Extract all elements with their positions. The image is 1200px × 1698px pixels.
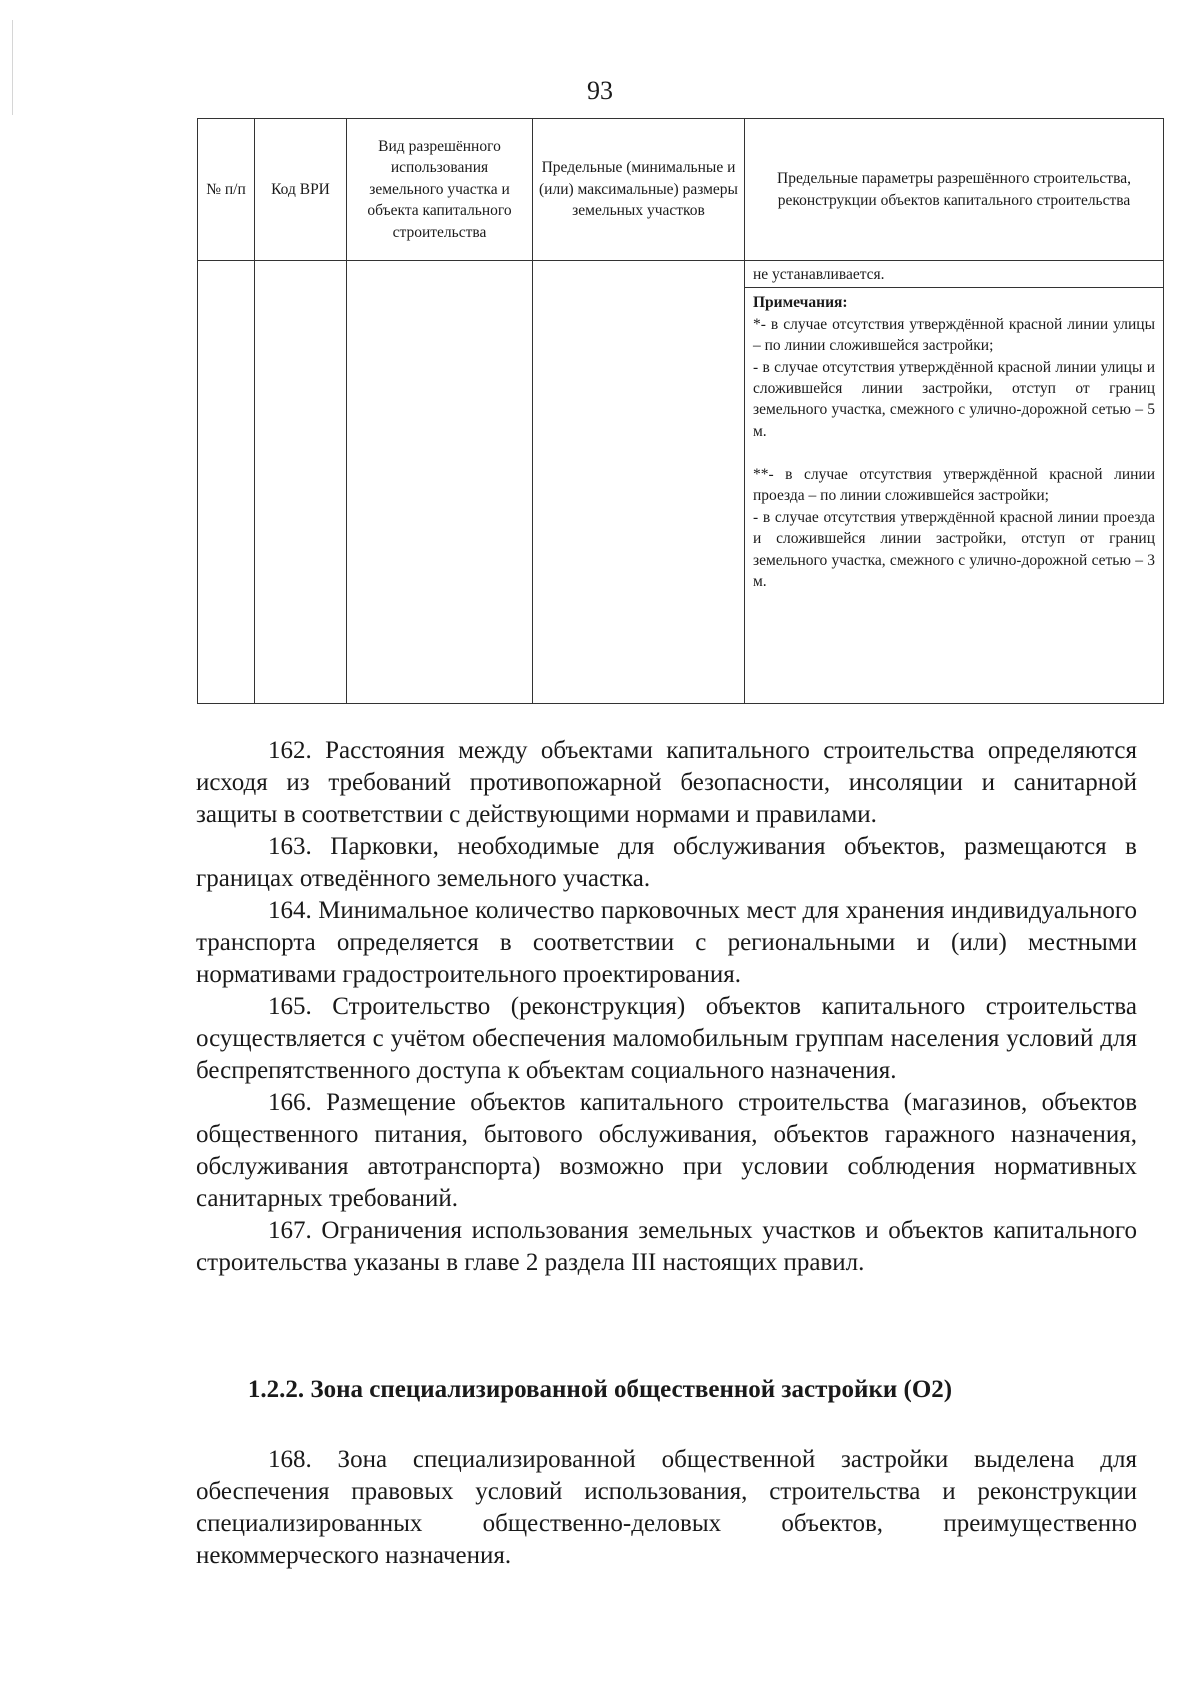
notes-title: Примечания: [753,294,848,312]
cell-vri-code [255,261,347,704]
header-vri-code: Код ВРИ [255,119,347,261]
cell-notes [745,288,1164,704]
note-item: **- в случае отсутствия утверждённой красной линии проезда – по линии сложившейся застройки; [753,466,1155,505]
section-heading: 1.2.2. Зона специализированной общественной застройки (О2) [247,1376,953,1403]
body-text-block [196,735,1137,1279]
cell-top-note: не устанавливается. [745,261,1164,288]
vri-table [197,118,1164,704]
paragraph-163: 163. Парковки, необходимые для обслуживания объектов, размещаются в границах отведённого земельного участка. [196,833,1137,892]
cell-plot-sizes [533,261,745,704]
cell-permitted-use [347,261,533,704]
header-plot-sizes: Предельные (минимальные и (или) максимальные) размеры земельных участков [533,119,745,261]
paragraph-162: 162. Расстояния между объектами капитального строительства определяются исходя из требований противопожарной безопасности, инсоляции и санитарной защиты в соответствии с действующими нормами и правилами. [196,737,1137,828]
note-item: - в случае отсутствия утверждённой красной линии проезда и сложившейся линии застройки, отступ от границ земельного участка, смежного с улично-дорожной сетью – 3 м. [753,508,1155,590]
header-permitted-use: Вид разрешённого использования земельного участка и объекта капитального строительства [347,119,533,261]
note-item: *- в случае отсутствия утверждённой красной линии улицы – по линии сложившейся застройки; [753,315,1155,355]
table-row [198,261,1164,288]
table-header-row [198,119,1164,261]
header-build-params: Предельные параметры разрешённого строительства, реконструкции объектов капитального строительства [745,119,1164,261]
paragraph-164: 164. Минимальное количество парковочных мест для хранения индивидуального транспорта определяется в соответствии с региональными и (или) местными нормативами градостроительного проектирования. [196,897,1137,988]
page-number: 93 [587,76,613,105]
note-spacer [753,442,1155,464]
paragraph-166: 166. Размещение объектов капитального строительства (магазинов, объектов общественного питания, бытового обслуживания, объектов гаражного назначения, обслуживания автотранспорта) возможно при условии соблюдения нормативных санитарных требований. [196,1089,1137,1212]
paragraph-165: 165. Строительство (реконструкция) объектов капитального строительства осуществляется с учётом обеспечения маломобильным группам населения условий для беспрепятственного доступа к объектам социального назначения. [196,993,1137,1084]
note-item: - в случае отсутствия утверждённой красной линии улицы и сложившейся линии застройки, отступ от границ земельного участка, смежного с улично-дорожной сетью – 5 м. [753,358,1155,440]
cell-number [198,261,255,704]
header-number: № п/п [198,119,255,261]
body-text-block-after [196,1444,1137,1572]
paragraph-168: 168. Зона специализированной общественной застройки выделена для обеспечения правовых условий использования, строительства и реконструкции специализированных общественно-деловых объектов, преимущественно некоммерческого назначения. [196,1446,1137,1569]
paragraph-167: 167. Ограничения использования земельных участков и объектов капитального строительства указаны в главе 2 раздела III настоящих правил. [196,1217,1137,1276]
